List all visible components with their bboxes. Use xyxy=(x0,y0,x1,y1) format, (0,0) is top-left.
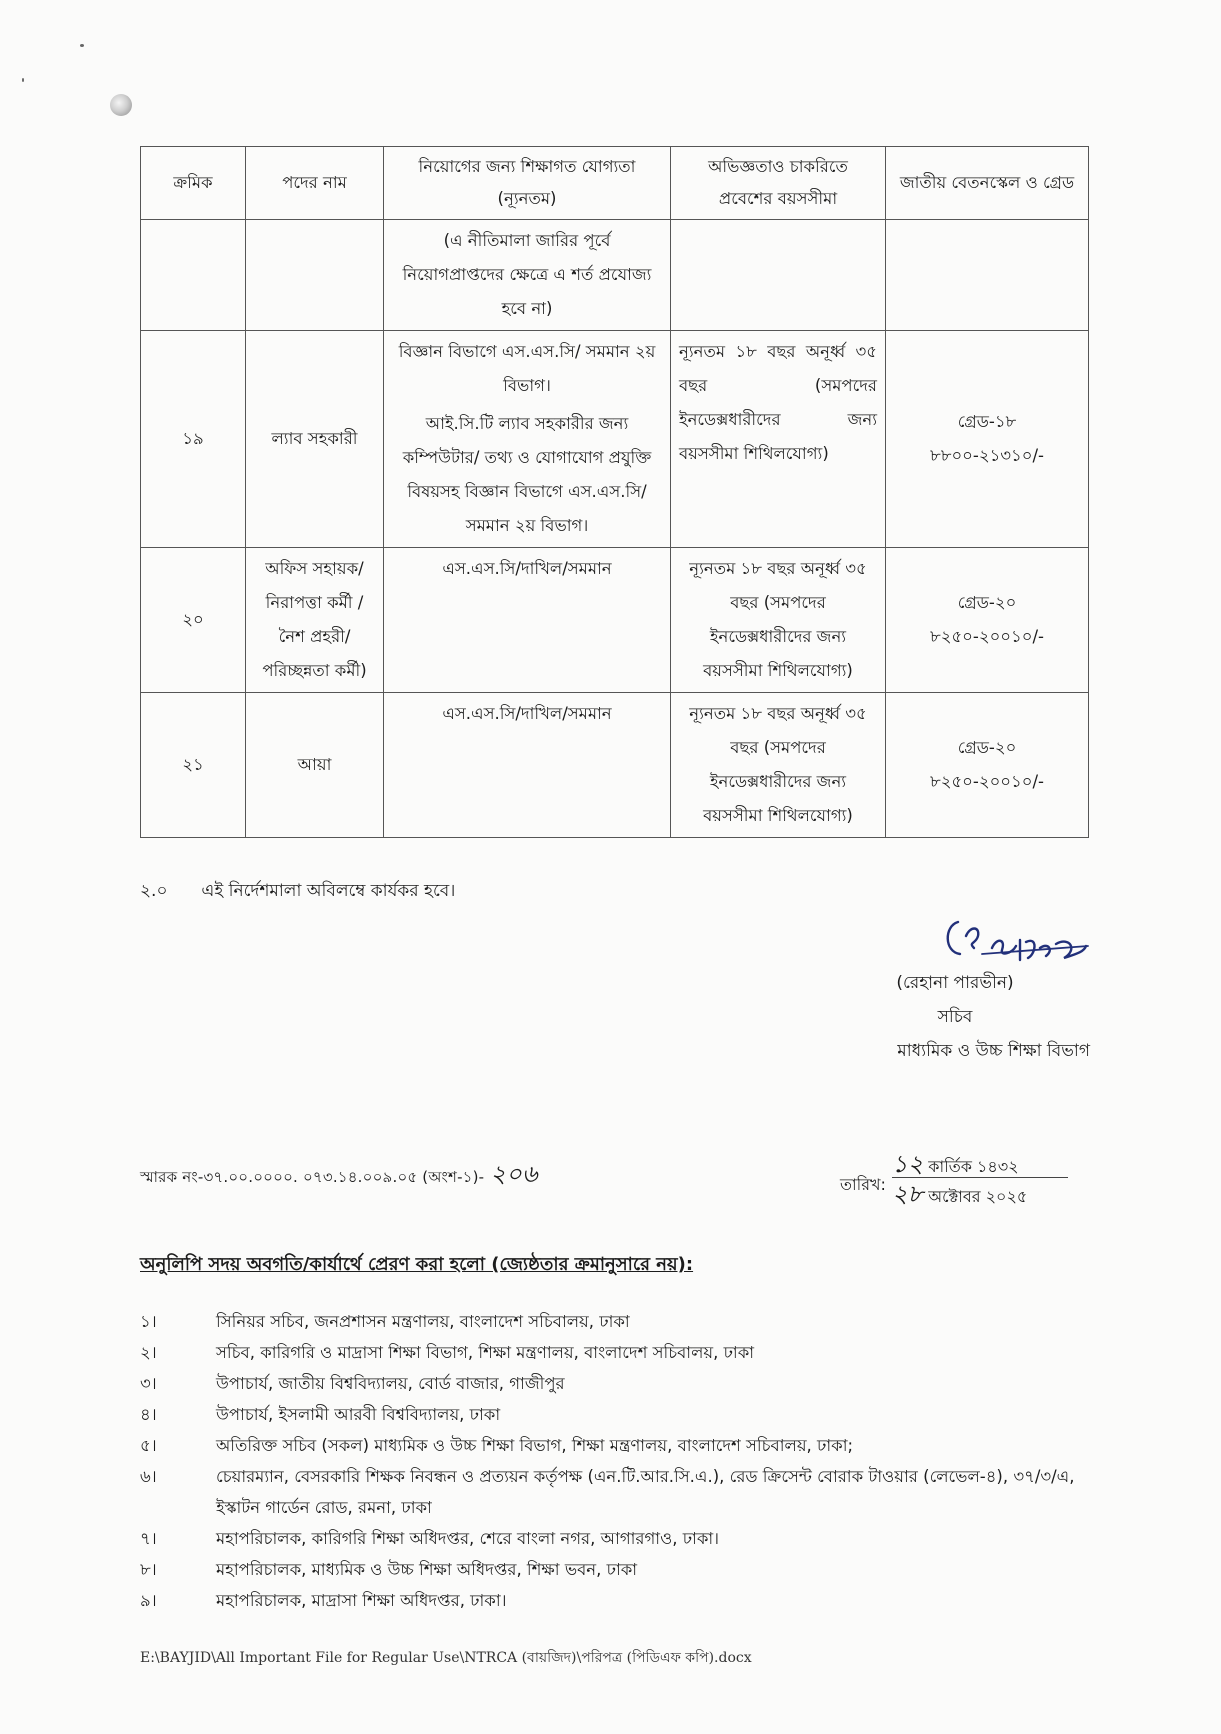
table-header-row xyxy=(141,147,1089,220)
scale-value: ৮৮০০-২১৩১০/- xyxy=(930,446,1044,465)
table-row xyxy=(141,693,1089,838)
list-item xyxy=(140,1554,1100,1585)
list-item-number: ৫। xyxy=(140,1436,157,1455)
signatory-department: মাধ্যমিক ও উচ্চ শিক্ষা বিভাগ xyxy=(897,1041,1090,1061)
list-item-number: ৭। xyxy=(140,1529,157,1548)
continuation-note: (এ নীতিমালা জারির পূর্বে নিয়োগপ্রাপ্তদের ক্ষেত্রে এ শর্ত প্রযোজ্য হবে না) xyxy=(384,220,671,331)
list-item xyxy=(140,1461,1100,1523)
row-pay-scale xyxy=(886,331,1089,548)
list-item-number: ৮। xyxy=(140,1560,157,1579)
row-age-limit: ন্যূনতম ১৮ বছর অনূর্ধ্ব ৩৫ বছর (সমপদের ইনডেক্সধারীদের জন্য বয়সসীমা শিথিলযোগ্য) xyxy=(671,693,886,838)
signatory-designation: সচিব xyxy=(937,1007,973,1027)
bangla-month-year: কার্তিক ১৪৩২ xyxy=(928,1157,1019,1176)
list-item-text: মহাপরিচালক, মাধ্যমিক ও উচ্চ শিক্ষা অধিদপ্তর, শিক্ষা ভবন, ঢাকা xyxy=(216,1560,638,1579)
clause-text: এই নির্দেশমালা অবিলম্বে কার্যকর হবে। xyxy=(201,881,456,901)
memo-number: স্মারক নং-৩৭.০০.০০০০. ০৭৩.১৪.০০৯.০৫ (অংশ-১)- xyxy=(140,1168,485,1186)
clause-number: ২.০ xyxy=(140,881,168,901)
gregorian-date xyxy=(892,1176,1027,1216)
header-serial: ক্রমিক xyxy=(141,147,246,220)
date-block xyxy=(840,1146,1090,1206)
cell-empty xyxy=(246,220,384,331)
memo-reference xyxy=(140,1156,538,1196)
list-item-text: সচিব, কারিগরি ও মাদ্রাসা শিক্ষা বিভাগ, শিক্ষা মন্ত্রণালয়, বাংলাদেশ সচিবালয়, ঢাকা xyxy=(216,1343,755,1362)
qualification-line: আই.সি.টি ল্যাব সহকারীর জন্য কম্পিউটার/ তথ্য ও যোগাযোগ প্রযুক্তি বিষয়সহ বিজ্ঞান বিভাগে এস.এস.সি/সমমান ২য় বিভাগ। xyxy=(402,414,652,535)
date-label: তারিখ: xyxy=(840,1175,886,1194)
row-post-name: ল্যাব সহকারী xyxy=(246,331,384,548)
qualification-line: বিজ্ঞান বিভাগে এস.এস.সি/ সমমান ২য় বিভাগ। xyxy=(398,342,656,395)
bangla-day-handwritten: ১২ xyxy=(892,1150,924,1178)
grade-label: গ্রেড-২০ xyxy=(957,593,1017,612)
list-item-text: সিনিয়র সচিব, জনপ্রশাসন মন্ত্রণালয়, বাংলাদেশ সচিবালয়, ঢাকা xyxy=(216,1312,630,1331)
effective-clause xyxy=(140,878,455,906)
list-item-text: অতিরিক্ত সচিব (সকল) মাধ্যমিক ও উচ্চ শিক্ষা বিভাগ, শিক্ষা মন্ত্রণালয়, বাংলাদেশ সচিবালয়, ঢাকা; xyxy=(216,1436,854,1455)
row-serial: ১৯ xyxy=(141,331,246,548)
signature-block xyxy=(820,966,1090,1068)
list-item-text: চেয়ারম্যান, বেসরকারি শিক্ষক নিবন্ধন ও প্রত্যয়ন কর্তৃপক্ষ (এন.টি.আর.সি.এ.), রেড ক্রিসেন্ট বোরাক টাওয়ার (লেভেল-৪), ৩৭/৩/এ, ইস্কাটন গার্ডেন রোড, রমনা, ঢাকা xyxy=(216,1467,1075,1517)
table-row xyxy=(141,331,1089,548)
table-row xyxy=(141,548,1089,693)
list-item xyxy=(140,1430,1100,1461)
header-pay-scale: জাতীয় বেতনস্কেল ও গ্রেড xyxy=(886,147,1089,220)
row-qualification: এস.এস.সি/দাখিল/সমমান xyxy=(384,548,671,693)
copies-list xyxy=(140,1306,1100,1616)
list-item-text: মহাপরিচালক, মাদ্রাসা শিক্ষা অধিদপ্তর, ঢাকা। xyxy=(216,1591,507,1610)
grade-label: গ্রেড-২০ xyxy=(957,738,1017,757)
scan-speck xyxy=(22,78,24,82)
list-item-text: উপাচার্য, ইসলামী আরবী বিশ্ববিদ্যালয়, ঢাকা xyxy=(216,1405,501,1424)
list-item-number: ৩। xyxy=(140,1374,157,1393)
list-item-number: ৯। xyxy=(140,1591,157,1610)
list-item-text: উপাচার্য, জাতীয় বিশ্ববিদ্যালয়, বোর্ড বাজার, গাজীপুর xyxy=(216,1374,565,1393)
list-item-number: ১। xyxy=(140,1312,157,1331)
list-item xyxy=(140,1368,1100,1399)
table-row-continuation xyxy=(141,220,1089,331)
list-item-text: মহাপরিচালক, কারিগরি শিক্ষা অধিদপ্তর, শেরে বাংলা নগর, আগারগাও, ঢাকা। xyxy=(216,1529,720,1548)
list-item-number: ২। xyxy=(140,1343,157,1362)
header-post: পদের নাম xyxy=(246,147,384,220)
cell-empty xyxy=(141,220,246,331)
row-age-limit: ন্যূনতম ১৮ বছর অনূর্ধ্ব ৩৫ বছর (সমপদের ইনডেক্সধারীদের জন্য বয়সসীমা শিথিলযোগ্য) xyxy=(671,331,886,548)
list-item-number: ৪। xyxy=(140,1405,157,1424)
scale-value: ৮২৫০-২০০১০/- xyxy=(930,772,1044,791)
list-item xyxy=(140,1399,1100,1430)
scan-smudge xyxy=(110,94,132,116)
row-pay-scale xyxy=(886,693,1089,838)
cell-empty xyxy=(886,220,1089,331)
gregorian-day-handwritten: ২৮ xyxy=(892,1180,924,1208)
row-qualification: এস.এস.সি/দাখিল/সমমান xyxy=(384,693,671,838)
grade-label: গ্রেড-১৮ xyxy=(957,412,1017,431)
cell-empty xyxy=(671,220,886,331)
scan-speck xyxy=(80,44,84,47)
row-serial: ২১ xyxy=(141,693,246,838)
list-item xyxy=(140,1306,1100,1337)
memo-handwritten-number: ২০৬ xyxy=(490,1160,538,1188)
row-post-name: আয়া xyxy=(246,693,384,838)
row-qualification xyxy=(384,331,671,548)
header-qualification: নিয়োগের জন্য শিক্ষাগত যোগ্যতা (ন্যূনতম) xyxy=(384,147,671,220)
row-serial: ২০ xyxy=(141,548,246,693)
list-item xyxy=(140,1523,1100,1554)
list-item xyxy=(140,1585,1100,1616)
list-item-number: ৬। xyxy=(140,1467,157,1486)
header-age-limit: অভিজ্ঞতাও চাকরিতে প্রবেশের বয়সসীমা xyxy=(671,147,886,220)
posts-table xyxy=(140,146,1089,838)
copies-heading: অনুলিপি সদয় অবগতি/কার্যার্থে প্রেরণ করা হলো (জ্যেষ্ঠতার ক্রমানুসারে নয়): xyxy=(140,1254,694,1275)
scale-value: ৮২৫০-২০০১০/- xyxy=(930,627,1044,646)
row-age-limit: ন্যূনতম ১৮ বছর অনূর্ধ্ব ৩৫ বছর (সমপদের ইনডেক্সধারীদের জন্য বয়সসীমা শিথিলযোগ্য) xyxy=(671,548,886,693)
row-pay-scale xyxy=(886,548,1089,693)
signatory-name: (রেহানা পারভীন) xyxy=(896,973,1014,993)
gregorian-month-year: অক্টোবর ২০২৫ xyxy=(928,1187,1028,1206)
handwritten-signature xyxy=(936,902,1096,972)
file-path-footer: E:\BAYJID\All Important File for Regular Use\NTRCA (বায়জিদ)\পরিপত্র (পিডিএফ কপি).docx xyxy=(140,1650,752,1666)
row-post-name: অফিস সহায়ক/ নিরাপত্তা কর্মী /নৈশ প্রহরী/পরিচ্ছন্নতা কর্মী) xyxy=(246,548,384,693)
list-item xyxy=(140,1337,1100,1368)
